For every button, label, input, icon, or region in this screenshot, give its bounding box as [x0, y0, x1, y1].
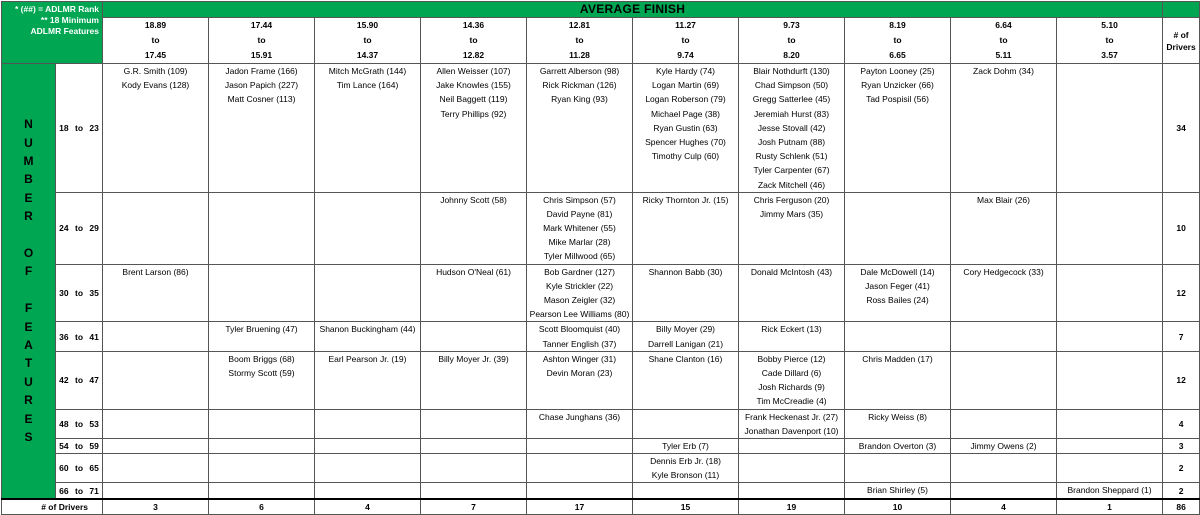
feature-range-label: 66 to 71 [56, 483, 103, 499]
driver-cell [527, 192, 633, 264]
driver-cell [1057, 64, 1163, 193]
driver-cell [527, 454, 633, 483]
driver-entry: Dennis Erb Jr. (18) [650, 456, 721, 467]
finish-range-from: 9.73 [783, 20, 800, 30]
driver-cell [845, 409, 951, 438]
drivers-header-line2: Drivers [1166, 41, 1196, 52]
driver-cell [951, 409, 1057, 438]
column-driver-count: 4 [315, 499, 421, 515]
driver-entry: Jeremiah Hurst (83) [753, 108, 830, 119]
driver-cell [951, 264, 1057, 322]
driver-cell [951, 483, 1057, 499]
driver-cell [739, 483, 845, 499]
row-driver-count: 12 [1163, 351, 1200, 409]
driver-cell [527, 264, 633, 322]
finish-range-header [739, 18, 845, 64]
finish-range-header [633, 18, 739, 64]
driver-cell [209, 192, 315, 264]
driver-cell [315, 438, 421, 453]
driver-cell [421, 192, 527, 264]
column-driver-count: 19 [739, 499, 845, 515]
driver-cell [845, 264, 951, 322]
driver-cell [633, 351, 739, 409]
driver-cell [103, 264, 209, 322]
feature-range-row [2, 64, 1200, 193]
driver-entry: Blair Nothdurft (130) [753, 66, 830, 76]
driver-entry: Tad Pospisil (56) [866, 94, 929, 105]
driver-cell [739, 438, 845, 453]
side-label-letter: R [24, 393, 33, 408]
feature-range-label: 36 to 41 [56, 322, 103, 351]
driver-cell [315, 322, 421, 351]
driver-entry: Kyle Bronson (11) [651, 470, 720, 481]
finish-range-header [209, 18, 315, 64]
driver-cell [951, 438, 1057, 453]
driver-cell [103, 64, 209, 193]
side-label-letter: U [24, 135, 33, 150]
driver-cell [633, 64, 739, 193]
driver-entry: Gregg Satterlee (45) [752, 94, 831, 105]
driver-cell [633, 264, 739, 322]
feature-range-row [2, 438, 1200, 453]
driver-entry: Rick Eckert (13) [761, 324, 822, 335]
driver-entry: Tyler Erb (7) [662, 440, 709, 451]
finish-range-to-word: to [999, 35, 1008, 45]
finish-range-to: 17.45 [144, 50, 167, 60]
finish-range-to: 15.91 [250, 50, 273, 60]
driver-entry: Earl Pearson Jr. (19) [328, 353, 407, 364]
finish-range-to-word: to [257, 35, 266, 45]
driver-cell [1057, 322, 1163, 351]
header-corner [1163, 2, 1200, 18]
driver-cell [209, 264, 315, 322]
legend-minimum-note: ** 18 Minimum [40, 15, 99, 25]
driver-entry: Terry Phillips (92) [440, 108, 507, 119]
side-label-letter: F [24, 301, 33, 316]
driver-cell [315, 192, 421, 264]
driver-cell [103, 322, 209, 351]
driver-cell [421, 454, 527, 483]
driver-cell [1057, 264, 1163, 322]
driver-cell [103, 351, 209, 409]
driver-entry: Mark Whitener (55) [543, 223, 616, 234]
driver-entry: Jason Feger (41) [865, 280, 930, 291]
driver-cell [739, 322, 845, 351]
driver-entry: Mike Marlar (28) [548, 237, 611, 248]
driver-cell [421, 483, 527, 499]
driver-entry: Stormy Scott (59) [228, 367, 295, 378]
driver-entry: Allen Weisser (107) [436, 66, 511, 76]
number-of-features-side-label [2, 64, 56, 499]
driver-cell [527, 64, 633, 193]
driver-entry: Hudson O'Neal (61) [436, 266, 511, 277]
finish-range-header [527, 18, 633, 64]
driver-entry: Frank Heckenast Jr. (27) [744, 411, 839, 422]
finish-range-to-word: to [1105, 35, 1114, 45]
finish-range-from: 6.64 [995, 20, 1012, 30]
driver-entry: Bob Gardner (127) [544, 266, 615, 277]
finish-range-to: 8.20 [783, 50, 800, 60]
driver-entry: Ricky Thornton Jr. (15) [642, 194, 729, 205]
finish-range-to-word: to [681, 35, 690, 45]
finish-range-from: 17.44 [250, 20, 273, 30]
finish-range-to-word: to [363, 35, 372, 45]
driver-cell [209, 483, 315, 499]
driver-entry: Kyle Hardy (74) [655, 66, 716, 76]
finish-range-header [103, 18, 209, 64]
feature-range-row [2, 409, 1200, 438]
column-driver-count: 3 [103, 499, 209, 515]
row-driver-count: 12 [1163, 264, 1200, 322]
driver-cell [209, 409, 315, 438]
driver-cell [103, 438, 209, 453]
driver-entry: Shannon Babb (30) [648, 266, 723, 277]
driver-entry: Cade Dillard (6) [761, 367, 822, 378]
driver-cell [739, 409, 845, 438]
driver-cell [845, 64, 951, 193]
column-driver-count: 6 [209, 499, 315, 515]
finish-range-to-word: to [787, 35, 796, 45]
finish-range-header [421, 18, 527, 64]
finish-range-from: 11.27 [675, 20, 696, 30]
driver-entry: Pearson Lee Williams (80) [529, 309, 630, 320]
driver-entry: Payton Looney (25) [860, 66, 935, 76]
driver-entry: Jake Knowles (155) [436, 80, 511, 91]
driver-entry: Kyle Strickler (22) [545, 280, 614, 291]
grand-total-count: 86 [1163, 499, 1200, 515]
driver-cell [315, 351, 421, 409]
driver-cell [951, 454, 1057, 483]
side-label-letter: E [24, 319, 33, 334]
driver-entry: Darrell Lanigan (21) [647, 338, 724, 349]
drivers-count-header [1163, 18, 1200, 64]
driver-cell [209, 351, 315, 409]
driver-entry: Donald McIntosh (43) [750, 266, 833, 277]
side-label-letter: M [23, 154, 34, 169]
side-label-letter: B [24, 172, 33, 187]
driver-entry: Logan Roberson (79) [645, 94, 726, 105]
driver-entry: Rusty Schlenk (51) [755, 151, 828, 162]
driver-entry: Johnny Scott (58) [440, 194, 507, 205]
finish-range-from: 8.19 [889, 20, 906, 30]
feature-range-label: 60 to 65 [56, 454, 103, 483]
driver-entry: Jason Papich (227) [224, 80, 299, 91]
column-driver-count: 1 [1057, 499, 1163, 515]
driver-cell [421, 409, 527, 438]
driver-cell [633, 409, 739, 438]
driver-cell [1057, 192, 1163, 264]
driver-entry: Chris Ferguson (20) [753, 194, 830, 205]
finish-range-header [845, 18, 951, 64]
driver-entry: Logan Martin (69) [651, 80, 720, 91]
driver-cell [1057, 409, 1163, 438]
driver-entry: Ross Bailes (24) [866, 295, 929, 305]
driver-cell [315, 264, 421, 322]
driver-entry: G.R. Smith (109) [123, 66, 188, 76]
driver-cell [633, 438, 739, 453]
finish-range-to: 3.57 [1101, 50, 1118, 60]
driver-entry: Brian Shirley (5) [867, 485, 928, 496]
side-label-letter: U [24, 374, 33, 389]
feature-range-row [2, 351, 1200, 409]
driver-entry: Kody Evans (128) [121, 80, 190, 91]
driver-cell [315, 409, 421, 438]
driver-entry: Zack Mitchell (46) [757, 179, 826, 190]
finish-range-header [951, 18, 1057, 64]
driver-entry: Tim McCreadie (4) [756, 396, 827, 407]
driver-entry: Shane Clanton (16) [648, 353, 723, 364]
finish-range-from: 5.10 [1101, 20, 1118, 30]
finish-range-to: 12.82 [462, 50, 485, 60]
driver-entry: Jimmy Mars (35) [759, 208, 824, 219]
finish-range-to-word: to [575, 35, 584, 45]
driver-entry: Cory Hedgecock (33) [963, 266, 1044, 277]
driver-finish-matrix [1, 1, 1200, 515]
driver-entry: Neil Baggett (119) [439, 94, 508, 105]
driver-entry: Chris Madden (17) [862, 353, 933, 364]
legend-features-note: ADLMR Features [30, 26, 99, 36]
driver-cell [421, 64, 527, 193]
driver-entry: Ashton Winger (31) [542, 353, 617, 364]
finish-range-to-word: to [893, 35, 902, 45]
side-label-letter: F [24, 264, 33, 279]
column-driver-count: 10 [845, 499, 951, 515]
side-label-letter: T [24, 356, 33, 371]
driver-cell [103, 483, 209, 499]
driver-cell [421, 351, 527, 409]
driver-entry: Tim Lance (164) [336, 80, 399, 91]
side-label-letter: S [24, 429, 33, 444]
feature-range-label: 30 to 35 [56, 264, 103, 322]
driver-cell [527, 409, 633, 438]
driver-entry: Scott Bloomquist (40) [538, 324, 621, 335]
legend-rank-note: * (##) = ADLMR Rank [15, 4, 99, 14]
driver-cell [527, 351, 633, 409]
driver-cell [103, 409, 209, 438]
driver-cell [209, 438, 315, 453]
driver-cell [845, 454, 951, 483]
driver-cell [209, 322, 315, 351]
row-driver-count: 4 [1163, 409, 1200, 438]
driver-entry: Ricky Weiss (8) [868, 411, 927, 422]
driver-cell [421, 264, 527, 322]
driver-entry: Timothy Culp (60) [651, 151, 720, 162]
finish-range-to: 11.28 [569, 50, 590, 60]
finish-range-to-word: to [469, 35, 478, 45]
legend-box [2, 2, 103, 64]
driver-cell [951, 322, 1057, 351]
driver-entry: Tyler Millwood (65) [543, 251, 616, 262]
feature-range-row [2, 322, 1200, 351]
feature-range-row [2, 483, 1200, 499]
driver-cell [951, 192, 1057, 264]
driver-entry: Jadon Frame (166) [225, 66, 298, 76]
driver-entry: Chris Simpson (57) [543, 194, 616, 205]
driver-entry: Josh Richards (9) [758, 382, 825, 393]
driver-entry: Chase Junghans (36) [538, 411, 621, 422]
finish-range-from: 14.36 [462, 20, 485, 30]
driver-cell [103, 192, 209, 264]
driver-cell [633, 192, 739, 264]
driver-cell [739, 64, 845, 193]
driver-entry: Garrett Alberson (98) [539, 66, 620, 76]
feature-range-row [2, 264, 1200, 322]
driver-entry: Max Blair (26) [977, 194, 1030, 205]
driver-entry: Jimmy Owens (2) [970, 440, 1037, 451]
driver-cell [845, 483, 951, 499]
driver-entry: David Payne (81) [546, 208, 613, 219]
finish-range-to: 14.37 [356, 50, 379, 60]
driver-entry: Tyler Bruening (47) [225, 324, 298, 335]
driver-cell [739, 264, 845, 322]
driver-cell [845, 351, 951, 409]
driver-cell [845, 438, 951, 453]
drivers-total-label: # of Drivers [2, 499, 103, 515]
driver-cell [951, 351, 1057, 409]
driver-entry: Josh Putnam (88) [757, 136, 826, 147]
driver-entry: Michael Page (38) [651, 108, 720, 119]
column-driver-count: 4 [951, 499, 1057, 515]
side-label-letter: A [24, 337, 33, 352]
driver-cell [633, 322, 739, 351]
row-driver-count: 7 [1163, 322, 1200, 351]
finish-range-from: 18.89 [144, 20, 167, 30]
driver-entry: Ryan Unzicker (66) [861, 80, 934, 91]
finish-range-to: 6.65 [889, 50, 906, 60]
side-label-letter: E [24, 190, 33, 205]
finish-range-to: 9.74 [677, 50, 694, 60]
finish-range-header [1057, 18, 1163, 64]
row-driver-count: 2 [1163, 454, 1200, 483]
driver-cell [527, 322, 633, 351]
driver-cell [633, 454, 739, 483]
side-label-letter: N [24, 117, 33, 132]
column-driver-count: 15 [633, 499, 739, 515]
driver-entry: Shanon Buckingham (44) [319, 324, 416, 335]
driver-entry: Matt Cosner (113) [227, 94, 296, 105]
driver-cell [845, 322, 951, 351]
driver-cell [527, 483, 633, 499]
feature-range-label: 24 to 29 [56, 192, 103, 264]
driver-entry: Chad Simpson (50) [754, 80, 829, 91]
driver-entry: Boom Briggs (68) [228, 353, 295, 364]
driver-entry: Tanner English (37) [542, 338, 617, 349]
driver-cell [739, 351, 845, 409]
driver-entry: Spencer Hughes (70) [645, 136, 726, 147]
driver-entry: Dale McDowell (14) [860, 266, 935, 277]
row-driver-count: 10 [1163, 192, 1200, 264]
column-driver-count: 17 [527, 499, 633, 515]
finish-range-from: 15.90 [356, 20, 379, 30]
driver-entry: Tyler Carpenter (67) [753, 165, 830, 176]
driver-entry: Mason Zeigler (32) [543, 295, 616, 305]
column-driver-count: 7 [421, 499, 527, 515]
driver-cell [739, 454, 845, 483]
driver-cell [1057, 454, 1163, 483]
driver-entry: Devin Moran (23) [546, 367, 613, 378]
drivers-total-row [2, 499, 1200, 515]
driver-cell [845, 192, 951, 264]
driver-entry: Billy Moyer (29) [655, 324, 716, 335]
row-driver-count: 34 [1163, 64, 1200, 193]
finish-range-header [315, 18, 421, 64]
driver-entry: Ryan Gustin (63) [653, 122, 718, 133]
driver-cell [315, 483, 421, 499]
driver-entry: Jonathan Davenport (10) [744, 425, 839, 436]
feature-range-row [2, 192, 1200, 264]
driver-entry: Zack Dohm (34) [973, 66, 1034, 76]
driver-cell [209, 454, 315, 483]
side-label-letter: E [24, 411, 33, 426]
driver-cell [1057, 438, 1163, 453]
finish-range-to: 5.11 [995, 50, 1012, 60]
feature-range-label: 18 to 23 [56, 64, 103, 193]
driver-cell [103, 454, 209, 483]
driver-entry: Rick Rickman (126) [542, 80, 617, 91]
finish-range-to-word: to [151, 35, 160, 45]
driver-cell [951, 64, 1057, 193]
row-driver-count: 2 [1163, 483, 1200, 499]
driver-cell [209, 64, 315, 193]
driver-cell [633, 483, 739, 499]
driver-cell [421, 322, 527, 351]
driver-entry: Brent Larson (86) [122, 266, 189, 277]
driver-cell [739, 192, 845, 264]
feature-range-label: 42 to 47 [56, 351, 103, 409]
feature-range-label: 54 to 59 [56, 438, 103, 453]
driver-entry: Ryan King (93) [551, 94, 608, 105]
driver-cell [527, 438, 633, 453]
drivers-header-line1: # of [1173, 29, 1189, 40]
row-driver-count: 3 [1163, 438, 1200, 453]
driver-cell [315, 454, 421, 483]
average-finish-title: AVERAGE FINISH [103, 2, 1163, 18]
feature-range-label: 48 to 53 [56, 409, 103, 438]
driver-cell [421, 438, 527, 453]
driver-entry: Brandon Overton (3) [858, 440, 937, 451]
driver-entry: Jesse Stovall (42) [757, 122, 826, 133]
driver-cell [1057, 483, 1163, 499]
side-label-letter: R [24, 209, 33, 224]
feature-range-row [2, 454, 1200, 483]
driver-entry: Bobby Pierce (12) [757, 353, 826, 364]
driver-entry: Billy Moyer Jr. (39) [438, 353, 509, 364]
driver-cell [1057, 351, 1163, 409]
finish-range-from: 12.81 [568, 20, 591, 30]
driver-entry: Mitch McGrath (144) [328, 66, 407, 76]
side-label-letter: O [23, 246, 34, 261]
driver-cell [315, 64, 421, 193]
driver-entry: Brandon Sheppard (1) [1067, 485, 1152, 496]
